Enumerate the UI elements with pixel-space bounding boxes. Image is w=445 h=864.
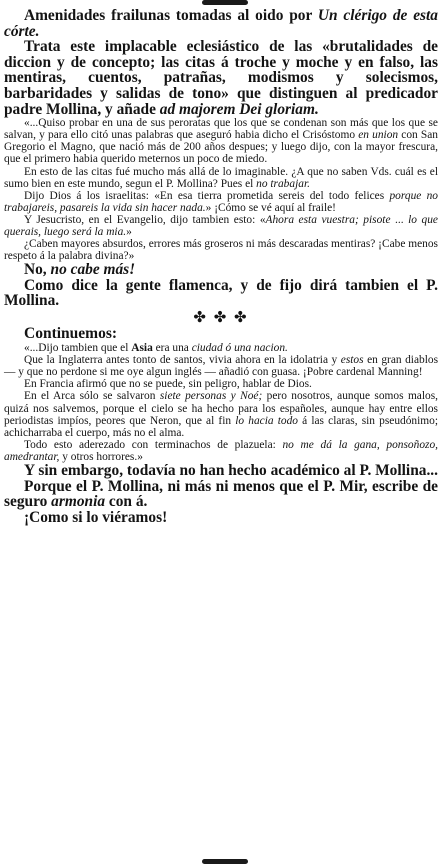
inglaterra-italic: estos (340, 354, 364, 367)
quote-text-2: con San Gregorio el Magno, que nació más de 200 años despues; y luego dijo, con la mayor frescura, que el primero habia querido meternos un poco de miedo. (4, 129, 438, 166)
asia-word: Asia (131, 342, 153, 355)
summary-latin: ad majorem Dei gloriam. (159, 100, 319, 118)
absurdos-text: ¿Caben mayores absurdos, errores más groseros ni más descaradas mentiras? ¡Cabe menos respeto á la palabra divina?» (4, 238, 438, 263)
paragraph-no-cabe (4, 262, 438, 278)
sumo-bien-text: En esto de las citas fué mucho más allá de lo imaginable. ¿A que no saben Vds. cuál es el sumo bien en este mundo, segun el P. Mollina? Pues el (4, 165, 438, 190)
inglaterra-text-2: en gran diablos — y que no perdone si me oye algun inglés — añadió con guasa. ¡Pobre cardenal Manning! (4, 354, 439, 379)
armonia-italic: armonia (51, 493, 106, 511)
arca-italic-1: siete personas y Noé; (159, 390, 263, 403)
israelitas-italic: porque no trabajareis, pasareis la vida sin hacer nada. (4, 189, 438, 214)
intro-text: Amenidades frailunas tomadas al oido por (24, 7, 318, 24)
francia-text: En Francia afirmó que no se puede, sin peligro, hablar de Dios. (24, 378, 312, 391)
arca-text-2: pero nosotros, aunque somos malos, quizá nos salvemos, porque el cielo se ha hecho para los españoles, aunque hay entre ellos periodistas impíos, peores que Neron, que al fin (4, 390, 439, 427)
paragraph-asia (4, 342, 438, 354)
paragraph-jesucristo (4, 214, 438, 238)
gente-flamenca-text: Como dice la gente flamenca, y de fijo dirá tambien el P. Mollina. (4, 276, 438, 310)
paragraph-summary (4, 39, 438, 117)
paragraph-quote-citations (4, 117, 438, 165)
israelitas-text-1: Dijo Dios á los israelitas: «En esa tierra prometida sereis del todo felices (24, 189, 390, 202)
academico-text: Y sin embargo, todavía no han hecho académico al P. Mollina... (24, 462, 438, 479)
intro-author: Un clérigo de esta córte. (4, 7, 438, 40)
summary-text: Trata este implacable eclesiástico de las «brutalidades de diccion y de concepto; las citas á troche y moche y en falso, las mentiras, cuentos, patrañas, modismos y solecismos, barbaridades y salidas de tono» que distinguen al predicador padre Mollina, y añade (4, 38, 438, 118)
vieramos-text: ¡Como si lo viéramos! (24, 508, 168, 526)
jesucristo-close: » (126, 226, 132, 238)
israelitas-text-2: » ¡Cómo se vé aquí al fraile! (205, 201, 336, 214)
paragraph-israelitas (4, 190, 438, 214)
jesucristo-gap: ... (390, 213, 409, 226)
jesucristo-italic-1: Ahora esta vuestra; pisote (265, 213, 391, 226)
paragraph-vieramos (4, 510, 438, 526)
continuemos-text: Continuemos: (24, 325, 118, 343)
no-cabe-text: No, (24, 261, 51, 279)
quote-italic-1: en union (358, 129, 399, 142)
armonia-text-2: con á. (105, 493, 148, 511)
no-cabe-italic: no cabe más! (50, 261, 136, 279)
jesucristo-text-1: Y Jesucristo, en el Evangelio, dijo tambien esto: « (24, 213, 266, 226)
inglaterra-text-1: Que la Inglaterra antes tonto de santos, vivia ahora en la idolatria y (24, 354, 341, 367)
arca-text-1: En el Arca sólo se salvaron (24, 390, 160, 403)
paragraph-arca (4, 390, 438, 438)
asia-text-1: «...Dijo tambien que el (24, 342, 132, 355)
asia-italic: ciudad ó una nacion. (191, 342, 288, 355)
paragraph-francia (4, 378, 438, 390)
arca-italic-2: lo hacia todo (235, 414, 298, 427)
fleuron-ornament: ✤ ✤ ✤ (193, 310, 249, 327)
paragraph-armonia (4, 479, 438, 510)
paragraph-gente-flamenca (4, 278, 438, 309)
terminachos-italic: no me dá la gana, ponsoñozo, amedrantar, (4, 438, 438, 463)
paragraph-inglaterra (4, 354, 438, 378)
jesucristo-italic-2: lo que querais, luego será la mia. (4, 213, 438, 238)
paragraph-sumo-bien (4, 166, 438, 190)
arca-text-3: á las claras, sin pseudónimo; achicharraba el cuerpo, más no el alma. (4, 414, 438, 439)
terminachos-text-2: y otros horrores.» (59, 450, 143, 463)
paragraph-intro (4, 8, 438, 39)
terminachos-text-1: Todo esto aderezado con terminachos de plazuela: (24, 438, 283, 451)
bottom-rule (202, 859, 248, 864)
paragraph-terminachos (4, 439, 438, 463)
asia-text-2: era una (152, 342, 192, 355)
top-rule (202, 0, 248, 5)
article-column (4, 8, 438, 525)
sumo-bien-italic: no trabajar. (256, 177, 310, 190)
paragraph-absurdos (4, 238, 438, 262)
paragraph-continuemos (4, 326, 438, 342)
paragraph-academico (4, 463, 438, 479)
quote-text-1: «...Quiso probar en una de sus peroratas que los que se condenan son más que los que se salvan, y para ello citó unas palabras que aseguró habia dicho el Crisóstomo (4, 117, 438, 142)
armonia-text-1: Porque el P. Mollina, ni más ni menos que el P. Mir, escribe de seguro (4, 477, 438, 511)
